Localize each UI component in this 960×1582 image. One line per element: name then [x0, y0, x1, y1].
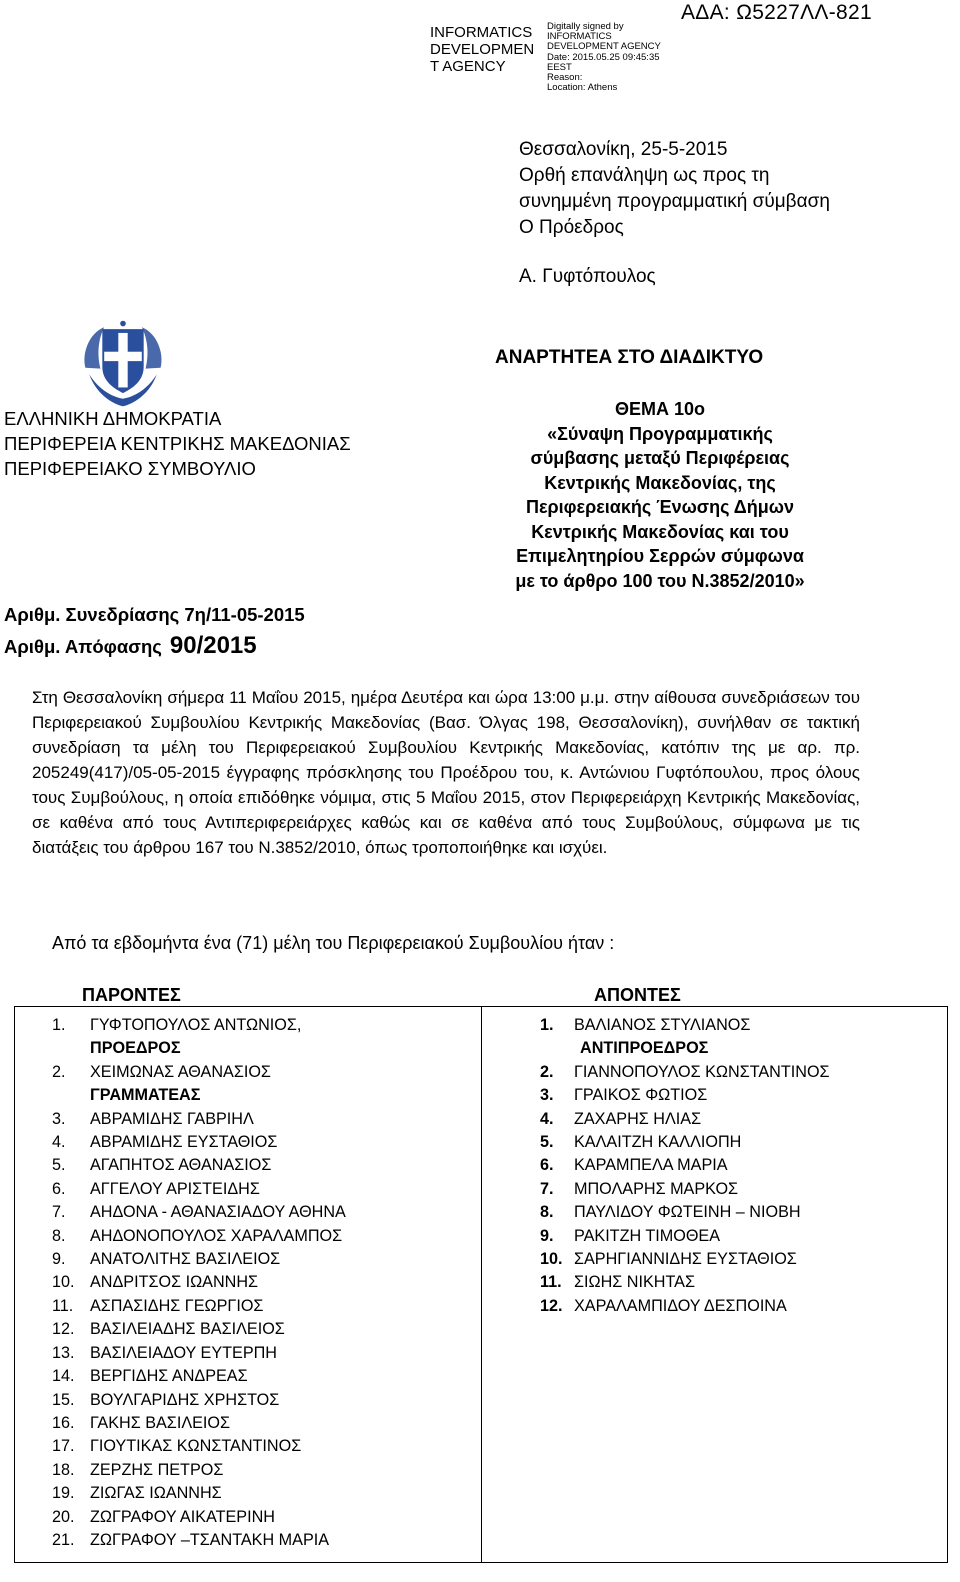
item-number: 2.	[540, 1062, 554, 1081]
member-name: ΖΕΡΖΗΣ ΠΕΤΡΟΣ	[90, 1460, 224, 1479]
member-name: ΡΑΚΙΤΖΗ ΤΙΜΟΘΕΑ	[574, 1226, 721, 1245]
item-number: 10.	[540, 1250, 563, 1269]
list-item	[52, 1365, 346, 1388]
note-line: συνημμένη προγραμματική σύμβαση	[519, 191, 830, 212]
member-name: ΧΕΙΜΩΝΑΣ ΑΘΑΝΑΣΙΟΣ	[90, 1062, 271, 1081]
list-item	[52, 1506, 346, 1529]
item-number: 15.	[52, 1390, 75, 1409]
member-name: ΖΩΓΡΑΦΟΥ –ΤΣΑΝΤΑΚΗ ΜΑΡΙΑ	[90, 1530, 330, 1549]
member-name: ΒΑΣΙΛΕΙΑΔΟΥ ΕΥΤΕΡΠΗ	[90, 1343, 278, 1362]
member-role: ΓΡΑΜΜΑΤΕΑΣ	[90, 1086, 201, 1105]
publish-notice: ΑΝΑΡΤΗΤΕΑ ΣΤΟ ΔΙΑΔΙΚΤΥΟ	[495, 347, 764, 368]
member-name: ΣΑΡΗΓΙΑΝΝΙΔΗΣ ΕΥΣΤΑΘΙΟΣ	[574, 1250, 797, 1269]
list-item	[540, 1225, 830, 1248]
member-role: ΑΝΤΙΠΡΟΕΔΡΟΣ	[580, 1039, 709, 1058]
ada-code: ΑΔΑ: Ω5227ΛΛ-821	[680, 1, 872, 24]
member-name: ΖΙΩΓΑΣ ΙΩΑΝΝΗΣ	[90, 1484, 222, 1503]
list-item	[52, 1342, 346, 1365]
item-number: 6.	[52, 1179, 66, 1198]
present-list	[52, 1014, 346, 1552]
item-number: 1.	[52, 1016, 66, 1034]
list-item	[52, 1225, 346, 1248]
list-item	[52, 1318, 346, 1341]
note-line: Ο Πρόεδρος	[519, 217, 624, 238]
signer-name: Α. Γυφτόπουλος	[519, 266, 656, 287]
member-name: ΣΙΩΗΣ ΝΙΚΗΤΑΣ	[574, 1273, 695, 1292]
item-number: 12.	[52, 1320, 75, 1339]
item-number: 20.	[52, 1507, 75, 1526]
item-number: 9.	[52, 1250, 66, 1269]
list-item	[52, 1482, 346, 1505]
signature-details	[547, 22, 661, 93]
item-number: 6.	[540, 1156, 554, 1175]
signature-detail-line: Digitally signed by	[547, 21, 624, 32]
item-number: 13.	[52, 1343, 75, 1362]
list-item	[52, 1248, 346, 1271]
member-name: ΒΕΡΓΙΔΗΣ ΑΝΔΡΕΑΣ	[90, 1367, 248, 1386]
member-name: ΧΑΡΑΛΑΜΠΙΔΟΥ ΔΕΣΠΟΙΝΑ	[574, 1296, 787, 1315]
subject-line: Περιφερειακής Ένωσης Δήμων	[526, 497, 794, 517]
list-item	[540, 1178, 830, 1201]
greek-emblem-icon	[76, 316, 170, 410]
list-item	[540, 1295, 830, 1318]
member-name: ΑΒΡΑΜΙΔΗΣ ΓΑΒΡΙΗΛ	[90, 1109, 254, 1128]
list-item	[52, 1201, 346, 1224]
signature-detail-line: Date: 2015.05.25 09:45:35	[547, 51, 660, 63]
list-item	[52, 1061, 346, 1084]
item-number: 4.	[52, 1133, 66, 1152]
table-divider	[481, 1006, 482, 1563]
member-name: ΑΒΡΑΜΙΔΗΣ ΕΥΣΤΑΘΙΟΣ	[90, 1133, 278, 1152]
item-number: 8.	[52, 1226, 66, 1245]
list-item	[52, 1271, 346, 1294]
issuer-header	[4, 406, 351, 481]
member-name: ΚΑΡΑΜΠΕΛΑ ΜΑΡΙΑ	[574, 1156, 728, 1175]
item-number: 7.	[52, 1203, 66, 1222]
member-name: ΑΝΔΡΙΤΣΟΣ ΙΩΑΝΝΗΣ	[90, 1273, 259, 1292]
signature-detail-line: INFORMATICS	[547, 31, 612, 43]
country-name: ΕΛΛΗΝΙΚΗ ΔΗΜΟΚΡΑΤΙΑ	[4, 408, 222, 429]
list-item	[52, 1014, 346, 1037]
member-name: ΓΙΑΝΝΟΠΟΥΛΟΣ ΚΩΝΣΤΑΝΤΙΝΟΣ	[574, 1062, 830, 1081]
member-name: ΒΟΥΛΓΑΡΙΔΗΣ ΧΡΗΣΤΟΣ	[90, 1390, 280, 1409]
item-number: 19.	[52, 1484, 75, 1503]
item-number: 1.	[540, 1016, 554, 1034]
note-line: Ορθή επανάληψη ως προς τη	[519, 165, 770, 186]
present-heading: ΠΑΡΟΝΤΕΣ	[82, 985, 181, 1005]
item-number: 14.	[52, 1367, 75, 1386]
member-name: ΑΓΓΕΛΟΥ ΑΡΙΣΤΕΙΔΗΣ	[90, 1179, 260, 1198]
list-item	[52, 1389, 346, 1412]
member-name: ΑΣΠΑΣΙΔΗΣ ΓΕΩΡΓΙΟΣ	[90, 1296, 264, 1315]
member-name: ΖΩΓΡΑΦΟΥ ΑΙΚΑΤΕΡΙΝΗ	[90, 1507, 275, 1526]
list-item	[52, 1178, 346, 1201]
item-number: 3.	[540, 1086, 554, 1105]
list-item	[540, 1201, 830, 1224]
subject-line: Κεντρικής Μακεδονίας, της	[544, 472, 776, 493]
session-number: Αριθμ. Συνεδρίασης 7η/11-05-2015	[4, 604, 305, 625]
list-item	[52, 1435, 346, 1458]
subject-line: σύμβασης μεταξύ Περιφέρειας	[530, 448, 790, 468]
item-number: 21.	[52, 1530, 75, 1549]
list-item	[540, 1248, 830, 1271]
item-number: 4.	[540, 1109, 554, 1128]
signature-name: INFORMATICS DEVELOPMEN T AGENCY	[430, 24, 535, 75]
subject-line: Επιμελητηρίου Σερρών σύμφωνα	[516, 546, 804, 566]
item-number: 16.	[52, 1413, 75, 1432]
minutes-paragraph	[32, 685, 860, 860]
member-name: ΖΑΧΑΡΗΣ ΗΛΙΑΣ	[574, 1109, 702, 1128]
list-item	[540, 1154, 830, 1177]
members-line: Από τα εβδομήντα ένα (71) μέλη του Περιφερειακού Συμβουλίου ήταν :	[52, 933, 615, 953]
member-name: ΑΝΑΤΟΛΙΤΗΣ ΒΑΣΙΛΕΙΟΣ	[90, 1250, 281, 1269]
list-item	[540, 1131, 830, 1154]
item-number: 9.	[540, 1226, 554, 1245]
region-name: ΠΕΡΙΦΕΡΕΙΑ ΚΕΝΤΡΙΚΗΣ ΜΑΚΕΔΟΝΙΑΣ	[4, 433, 351, 454]
correction-note	[519, 137, 830, 241]
member-name: ΓΡΑΙΚΟΣ ΦΩΤΙΟΣ	[574, 1086, 708, 1105]
body-text: Στη Θεσσαλονίκη σήμερα 11 Μαΐου 2015, ημέρα Δευτέρα και ώρα 13:00 μ.μ. στην αίθουσα συνεδριάσεων του Περιφερειακού Συμβουλίου Κεντρικής Μακεδονίας (Βασ. Όλγας 198, Θεσσαλονίκη), συνήλθαν σε τακτική συνεδρίαση τα μέλη του Περιφερειακού Συμβουλίου Κεντρικής Μακεδονίας, κατόπιν της με αρ. πρ. 205249(417)/05-05-2015 έγγραφης πρόσκλησης του Προέδρου του, κ. Αντώνιου Γυφτόπουλου, προς όλους τους Συμβούλους, η οποία επιδόθηκε νόμιμα, στις 5 Μαΐου 2015, στον Περιφερειάρχη Κεντρικής Μακεδονίας, σε καθένα από τους Αντιπεριφερειάρχες καθώς και σε καθένα από τους Συμβούλους, σύμφωνα με τις διατάξεις του άρθρου 167 του Ν.3852/2010, όπως τροποποιήθηκε και ισχύει.	[32, 688, 860, 857]
list-item	[540, 1271, 830, 1294]
member-name: ΓΑΚΗΣ ΒΑΣΙΛΕΙΟΣ	[90, 1413, 231, 1432]
member-name: ΜΠΟΛΑΡΗΣ ΜΑΡΚΟΣ	[574, 1179, 739, 1198]
list-item	[540, 1061, 830, 1084]
member-name: ΒΑΣΙΛΕΙΑΔΗΣ ΒΑΣΙΛΕΙΟΣ	[90, 1320, 285, 1339]
list-item	[52, 1529, 346, 1552]
item-number: 18.	[52, 1460, 75, 1479]
item-number: 2.	[52, 1062, 66, 1081]
member-name: ΑΗΔΟΝΟΠΟΥΛΟΣ ΧΑΡΑΛΑΜΠΟΣ	[90, 1226, 343, 1245]
place-date: Θεσσαλονίκη, 25-5-2015	[519, 139, 728, 160]
list-item	[52, 1131, 346, 1154]
council-name: ΠΕΡΙΦΕΡΕΙΑΚΟ ΣΥΜΒΟΥΛΙΟ	[4, 458, 256, 479]
item-number: 7.	[540, 1179, 554, 1198]
absent-list	[540, 1014, 830, 1318]
decision-number-line	[4, 632, 257, 660]
item-number: 12.	[540, 1296, 563, 1315]
list-item	[52, 1154, 346, 1177]
item-number: 11.	[540, 1273, 562, 1292]
member-name: ΑΗΔΟΝΑ - ΑΘΑΝΑΣΙΑΔΟΥ ΑΘΗΝΑ	[90, 1203, 346, 1222]
item-number: 11.	[52, 1296, 74, 1315]
list-item	[52, 1459, 346, 1482]
signature-detail-line: EEST	[547, 61, 572, 73]
member-name: ΠΑΥΛΙΔΟΥ ΦΩΤΕΙΝΗ – ΝΙΟΒΗ	[574, 1203, 801, 1222]
item-number: 5.	[540, 1133, 554, 1152]
absent-heading: ΑΠΟΝΤΕΣ	[594, 985, 681, 1005]
subject-block	[470, 397, 850, 593]
list-item	[52, 1108, 346, 1131]
list-item	[52, 1295, 346, 1318]
item-number: 8.	[540, 1203, 554, 1222]
decision-number: 90/2015	[169, 632, 257, 659]
member-role: ΠΡΟΕΔΡΟΣ	[90, 1039, 181, 1058]
signature-detail-line: Location: Athens	[547, 82, 618, 94]
signature-detail-line: DEVELOPMENT AGENCY	[547, 41, 661, 53]
member-name: ΓΥΦΤΟΠΟΥΛΟΣ ΑΝΤΩΝΙΟΣ,	[90, 1016, 302, 1034]
member-name: ΚΑΛΑΙΤΖΗ ΚΑΛΛΙΟΠΗ	[574, 1133, 742, 1152]
decision-label: Αριθμ. Απόφασης	[4, 636, 162, 657]
member-name: ΒΑΛΙΑΝΟΣ ΣΤΥΛΙΑΝΟΣ	[574, 1016, 751, 1034]
list-item	[540, 1084, 830, 1107]
signature-detail-line: Reason:	[547, 72, 583, 84]
list-item	[52, 1412, 346, 1435]
list-item	[540, 1108, 830, 1131]
subject-line: με το άρθρο 100 του Ν.3852/2010»	[515, 570, 805, 591]
list-item	[540, 1014, 830, 1037]
subject-line: «Σύναψη Προγραμματικής	[547, 423, 773, 444]
member-name: ΓΙΟΥΤΙΚΑΣ ΚΩΝΣΤΑΝΤΙΝΟΣ	[90, 1437, 302, 1456]
subject-line: ΘΕΜΑ 10ο	[614, 399, 706, 419]
item-number: 3.	[52, 1109, 66, 1128]
member-name: ΑΓΑΠΗΤΟΣ ΑΘΑΝΑΣΙΟΣ	[90, 1156, 272, 1175]
subject-line: Κεντρικής Μακεδονίας και του	[531, 521, 789, 542]
item-number: 17.	[52, 1437, 75, 1456]
item-number: 5.	[52, 1156, 66, 1175]
item-number: 10.	[52, 1273, 75, 1292]
